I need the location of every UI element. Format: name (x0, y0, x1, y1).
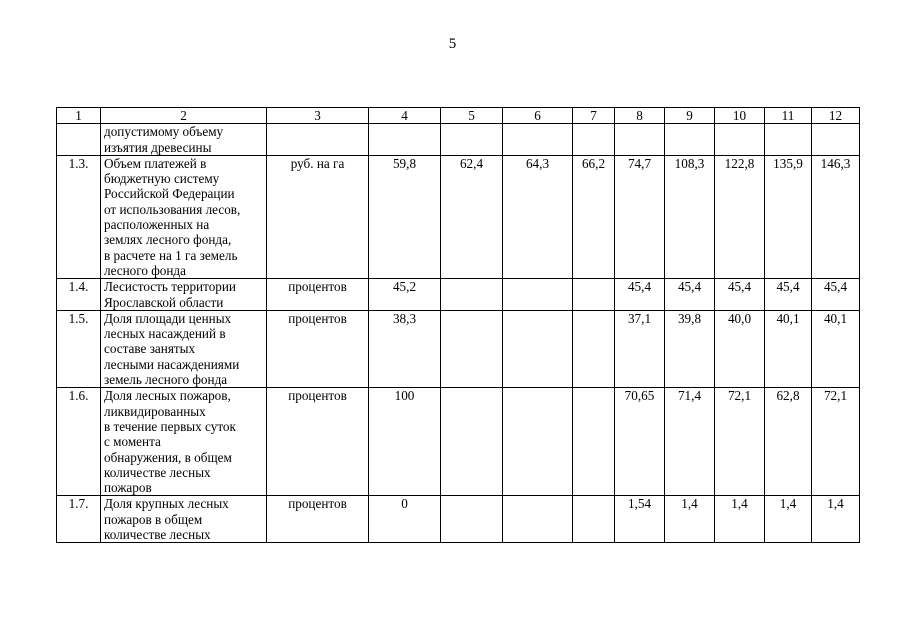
indicator-name-line: бюджетную систему (104, 171, 220, 187)
unit-cell (267, 124, 369, 156)
value-cell: 45,4 (715, 279, 765, 311)
indicator-name-line: расположенных на (104, 217, 210, 233)
indicator-name-line: Российской Федерации (104, 186, 235, 202)
indicator-name-line: лесного фонда (104, 262, 186, 278)
value-cell: 1,4 (812, 496, 860, 543)
column-header: 9 (665, 108, 715, 124)
value-cell: 45,4 (615, 279, 665, 311)
value-cell: 45,2 (369, 279, 441, 311)
indicator-name-line: лесных насаждений в (104, 326, 226, 342)
value-cell: 0 (369, 496, 441, 543)
indicator-name-line: обнаружения, в общем (104, 449, 232, 465)
indicators-table (56, 107, 860, 543)
indicator-name-line: Доля крупных лесных (104, 496, 229, 512)
value-cell: 66,2 (573, 155, 615, 278)
column-header: 8 (615, 108, 665, 124)
indicator-name-line: Доля площади ценных (104, 310, 232, 326)
row-number: 1.5. (57, 310, 101, 387)
value-cell: 1,4 (665, 496, 715, 543)
value-cell (441, 279, 503, 311)
value-cell (765, 124, 812, 156)
row-number: 1.3. (57, 155, 101, 278)
indicator-name-line: количестве лесных (104, 464, 211, 480)
indicator-name (101, 279, 267, 311)
value-cell: 45,4 (812, 279, 860, 311)
indicator-name-line: изъятия древесины (104, 139, 212, 155)
indicator-name-line: с момента (104, 434, 161, 450)
value-cell: 45,4 (665, 279, 715, 311)
column-header: 12 (812, 108, 860, 124)
column-header: 6 (503, 108, 573, 124)
column-header: 1 (57, 108, 101, 124)
value-cell (812, 124, 860, 156)
value-cell: 45,4 (765, 279, 812, 311)
column-header: 4 (369, 108, 441, 124)
value-cell (573, 124, 615, 156)
value-cell: 146,3 (812, 155, 860, 278)
value-cell: 74,7 (615, 155, 665, 278)
indicator-name-line: пожаров (104, 480, 152, 496)
value-cell (573, 496, 615, 543)
row-number (57, 124, 101, 156)
indicator-name-line: землях лесного фонда, (104, 232, 232, 248)
column-header: 11 (765, 108, 812, 124)
value-cell: 122,8 (715, 155, 765, 278)
unit-cell: процентов (267, 279, 369, 311)
indicator-name (101, 388, 267, 496)
indicator-name (101, 155, 267, 278)
table-row (57, 155, 860, 278)
page-number: 5 (448, 36, 457, 52)
value-cell: 39,8 (665, 310, 715, 387)
value-cell (503, 279, 573, 311)
table-row (57, 310, 860, 387)
value-cell: 40,0 (715, 310, 765, 387)
value-cell: 72,1 (715, 388, 765, 496)
table-header-row (57, 108, 860, 124)
indicator-name-line: Объем платежей в (104, 155, 207, 171)
value-cell (715, 124, 765, 156)
indicator-name-line: ликвидированных (104, 403, 206, 419)
indicator-name-line: в расчете на 1 га земель (104, 247, 238, 263)
column-header: 2 (101, 108, 267, 124)
value-cell (615, 124, 665, 156)
indicator-name-line: Ярославской области (104, 294, 224, 310)
value-cell: 1,4 (765, 496, 812, 543)
value-cell: 1,4 (715, 496, 765, 543)
value-cell (441, 496, 503, 543)
value-cell (573, 279, 615, 311)
indicator-name-line: лесными насаждениями (104, 356, 240, 372)
unit-cell: руб. на га (267, 155, 369, 278)
row-number: 1.6. (57, 388, 101, 496)
column-header: 3 (267, 108, 369, 124)
value-cell (665, 124, 715, 156)
value-cell (369, 124, 441, 156)
value-cell (441, 388, 503, 496)
value-cell (441, 310, 503, 387)
value-cell: 62,8 (765, 388, 812, 496)
indicator-name-line: допустимому объему (104, 124, 224, 140)
indicator-name-line: пожаров в общем (104, 511, 203, 527)
indicator-name-line: количестве лесных (104, 527, 211, 543)
table-row (57, 279, 860, 311)
value-cell: 135,9 (765, 155, 812, 278)
value-cell (573, 310, 615, 387)
indicator-name-line: от использования лесов, (104, 201, 241, 217)
value-cell: 37,1 (615, 310, 665, 387)
value-cell: 40,1 (765, 310, 812, 387)
value-cell: 108,3 (665, 155, 715, 278)
value-cell: 62,4 (441, 155, 503, 278)
value-cell: 59,8 (369, 155, 441, 278)
value-cell: 1,54 (615, 496, 665, 543)
value-cell: 38,3 (369, 310, 441, 387)
indicator-name (101, 124, 267, 156)
indicator-name-line: составе занятых (104, 341, 196, 357)
indicator-name-line: в течение первых суток (104, 418, 236, 434)
value-cell: 72,1 (812, 388, 860, 496)
value-cell (441, 124, 503, 156)
table-row (57, 388, 860, 496)
row-number: 1.4. (57, 279, 101, 311)
unit-cell: процентов (267, 388, 369, 496)
column-header: 5 (441, 108, 503, 124)
value-cell: 40,1 (812, 310, 860, 387)
indicator-name-line: Лесистость территории (104, 279, 236, 295)
unit-cell: процентов (267, 310, 369, 387)
column-header: 7 (573, 108, 615, 124)
table-row (57, 124, 860, 156)
table-row (57, 496, 860, 543)
value-cell (503, 310, 573, 387)
value-cell (503, 388, 573, 496)
unit-cell: процентов (267, 496, 369, 543)
table-body (57, 108, 860, 543)
value-cell: 70,65 (615, 388, 665, 496)
value-cell: 71,4 (665, 388, 715, 496)
value-cell (573, 388, 615, 496)
indicator-name (101, 496, 267, 543)
indicator-name (101, 310, 267, 387)
value-cell: 100 (369, 388, 441, 496)
value-cell (503, 124, 573, 156)
value-cell (503, 496, 573, 543)
indicator-name-line: земель лесного фонда (104, 372, 228, 388)
value-cell: 64,3 (503, 155, 573, 278)
indicator-name-line: Доля лесных пожаров, (104, 388, 231, 404)
row-number: 1.7. (57, 496, 101, 543)
column-header: 10 (715, 108, 765, 124)
